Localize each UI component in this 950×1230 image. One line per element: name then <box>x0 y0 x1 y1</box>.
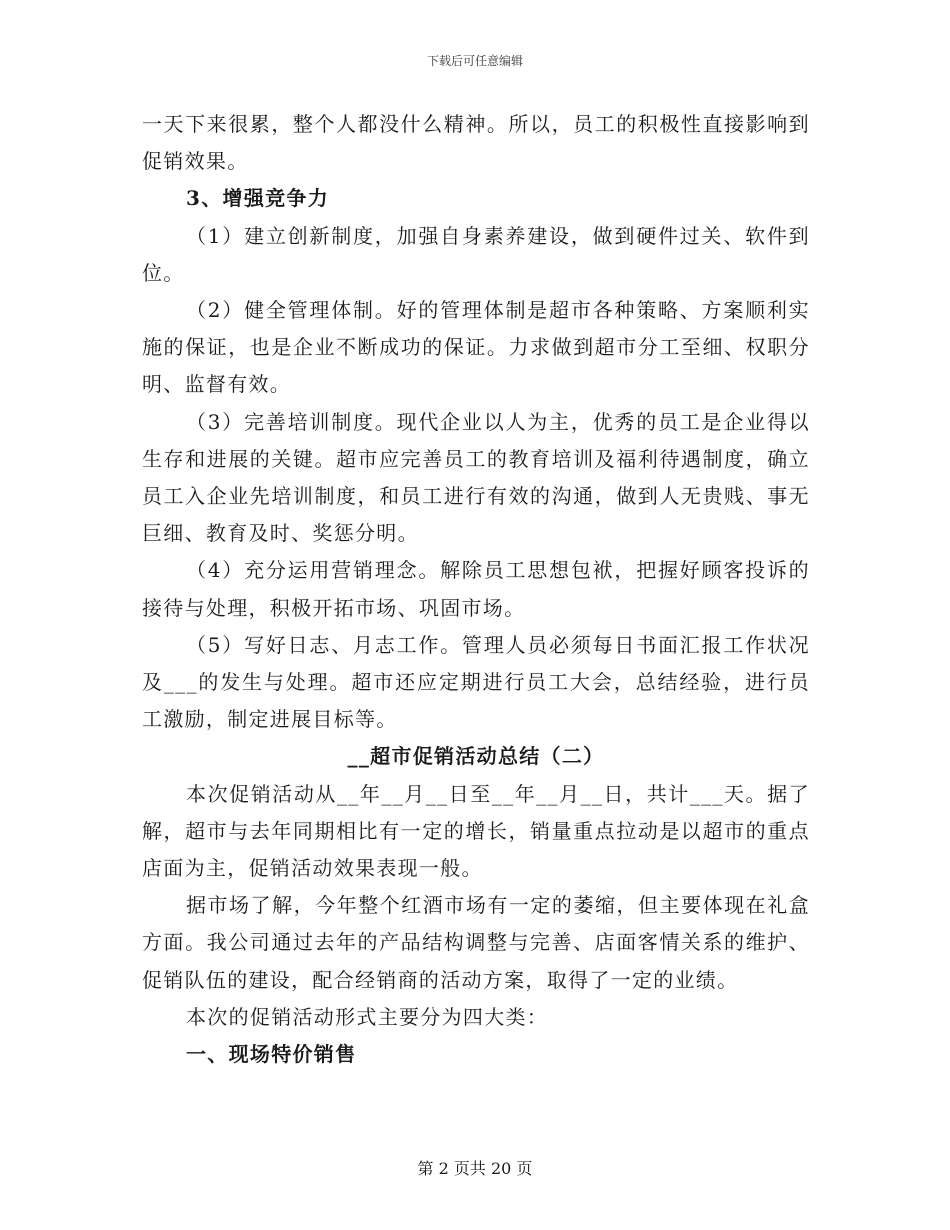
paragraph-item-4: （4）充分运用营销理念。解除员工思想包袱，把握好顾客投诉的接待与处理，积极开拓市场、巩固市场。 <box>142 558 810 620</box>
page-footer: 第 2 页共 20 页 <box>417 1159 533 1178</box>
subheading-special-sale: 一、现场特价销售 <box>186 1042 357 1067</box>
document-body <box>142 106 810 1073</box>
paragraph-item-5: （5）写好日志、月志工作。管理人员必须每日书面汇报工作状况及___的发生与处理。超市还应定期进行员工大会，总结经验，进行员工激励，制定进展目标等。 <box>142 632 810 732</box>
paragraph-summary: 本次促销活动从__年__月__日至__年__月__日，共计___天。据了解，超市与去年同期相比有一定的增长，销量重点拉动是以超市的重点店面为主，促销活动效果表现一般。 <box>142 781 810 881</box>
paragraph-market: 据市场了解，今年整个红酒市场有一定的萎缩，但主要体现在礼盒方面。我公司通过去年的产品结构调整与完善、店面客情关系的维护、促销队伍的建设，配合经销商的活动方案，取得了一定的业绩。 <box>142 893 810 992</box>
subheading-competitiveness: 3、增强竞争力 <box>186 186 330 211</box>
paragraph-forms: 本次的促销活动形式主要分为四大类： <box>186 1004 549 1029</box>
paragraph-item-3: （3）完善培训制度。现代企业以人为主，优秀的员工是企业得以生存和进展的关键。超市应完善员工的教育培训及福利待遇制度，确立员工入企业先培训制度，和员工进行有效的沟通，做到人无贵贱、事无巨细、教育及时、奖惩分明。 <box>142 409 810 546</box>
paragraph-item-2: （2）健全管理体制。好的管理体制是超市各种策略、方案顺利实施的保证，也是企业不断成功的保证。力求做到超市分工至细、权职分明、监督有效。 <box>142 298 810 397</box>
paragraph-item-1: （1）建立创新制度，加强自身素养建设，做到硬件过关、软件到位。 <box>142 223 810 285</box>
page-header: 下载后可任意编辑 <box>426 54 523 68</box>
section-title: __超市促销活动总结（二） <box>347 744 605 769</box>
paragraph-continuation: 一天下来很累，整个人都没什么精神。所以，员工的积极性直接影响到促销效果。 <box>142 112 810 174</box>
